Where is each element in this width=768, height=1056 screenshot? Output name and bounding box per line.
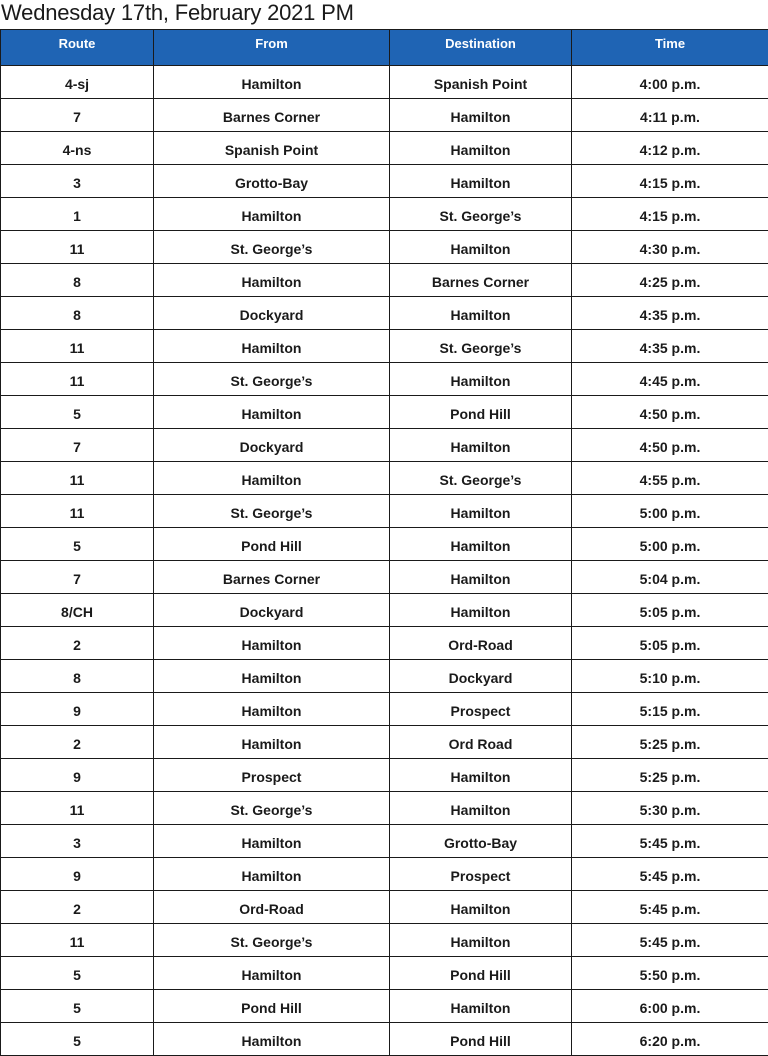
table-row: [1, 396, 768, 429]
route-cell: 8/CH: [1, 594, 154, 627]
header-row: [1, 30, 768, 66]
time-cell: 4:45 p.m.: [572, 363, 768, 396]
destination-cell: Hamilton: [390, 924, 572, 957]
route-cell: 5: [1, 528, 154, 561]
table-row: [1, 693, 768, 726]
table-row: [1, 858, 768, 891]
time-cell: 4:25 p.m.: [572, 264, 768, 297]
route-cell: 2: [1, 627, 154, 660]
destination-cell: St. George’s: [390, 198, 572, 231]
from-cell: Hamilton: [154, 726, 390, 759]
from-cell: Hamilton: [154, 198, 390, 231]
table-row: [1, 297, 768, 330]
from-cell: Hamilton: [154, 396, 390, 429]
route-cell: 8: [1, 264, 154, 297]
table-row: [1, 759, 768, 792]
destination-cell: Hamilton: [390, 759, 572, 792]
from-cell: Dockyard: [154, 297, 390, 330]
time-cell: 4:50 p.m.: [572, 396, 768, 429]
route-cell: 9: [1, 858, 154, 891]
route-cell: 7: [1, 99, 154, 132]
time-cell: 5:45 p.m.: [572, 924, 768, 957]
time-cell: 5:10 p.m.: [572, 660, 768, 693]
from-cell: Hamilton: [154, 1023, 390, 1056]
from-cell: Grotto-Bay: [154, 165, 390, 198]
destination-cell: Hamilton: [390, 132, 572, 165]
time-cell: 4:55 p.m.: [572, 462, 768, 495]
destination-cell: Pond Hill: [390, 957, 572, 990]
table-row: [1, 132, 768, 165]
table-row: [1, 561, 768, 594]
time-cell: 5:00 p.m.: [572, 528, 768, 561]
from-cell: Pond Hill: [154, 990, 390, 1023]
from-cell: Pond Hill: [154, 528, 390, 561]
route-cell: 11: [1, 363, 154, 396]
destination-cell: Hamilton: [390, 99, 572, 132]
page-title: Wednesday 17th, February 2021 PM: [1, 0, 354, 25]
destination-cell: Hamilton: [390, 891, 572, 924]
column-header-route: Route: [1, 30, 154, 66]
table-row: [1, 495, 768, 528]
column-header-time: Time: [572, 30, 768, 66]
destination-cell: Hamilton: [390, 165, 572, 198]
from-cell: Hamilton: [154, 627, 390, 660]
table-row: [1, 231, 768, 264]
time-cell: 4:35 p.m.: [572, 330, 768, 363]
table-row: [1, 726, 768, 759]
from-cell: St. George’s: [154, 792, 390, 825]
from-cell: Hamilton: [154, 66, 390, 99]
from-cell: Dockyard: [154, 429, 390, 462]
from-cell: St. George’s: [154, 495, 390, 528]
destination-cell: Barnes Corner: [390, 264, 572, 297]
destination-cell: St. George’s: [390, 330, 572, 363]
table-row: [1, 627, 768, 660]
destination-cell: Pond Hill: [390, 396, 572, 429]
destination-cell: Grotto-Bay: [390, 825, 572, 858]
table-row: [1, 264, 768, 297]
time-cell: 5:00 p.m.: [572, 495, 768, 528]
table-row: [1, 165, 768, 198]
time-cell: 4:15 p.m.: [572, 198, 768, 231]
time-cell: 4:12 p.m.: [572, 132, 768, 165]
time-cell: 6:20 p.m.: [572, 1023, 768, 1056]
route-cell: 11: [1, 462, 154, 495]
route-cell: 4-ns: [1, 132, 154, 165]
route-cell: 5: [1, 990, 154, 1023]
from-cell: Hamilton: [154, 660, 390, 693]
from-cell: Dockyard: [154, 594, 390, 627]
destination-cell: Hamilton: [390, 297, 572, 330]
from-cell: Ord-Road: [154, 891, 390, 924]
table-body: [1, 66, 768, 1056]
table-row: [1, 99, 768, 132]
destination-cell: Hamilton: [390, 990, 572, 1023]
destination-cell: Hamilton: [390, 561, 572, 594]
table-row: [1, 1023, 768, 1056]
column-header-from: From: [154, 30, 390, 66]
route-cell: 4-sj: [1, 66, 154, 99]
from-cell: Barnes Corner: [154, 99, 390, 132]
route-cell: 11: [1, 330, 154, 363]
table-row: [1, 330, 768, 363]
table-row: [1, 363, 768, 396]
table-row: [1, 825, 768, 858]
destination-cell: Pond Hill: [390, 1023, 572, 1056]
time-cell: 6:00 p.m.: [572, 990, 768, 1023]
route-cell: 9: [1, 759, 154, 792]
from-cell: St. George’s: [154, 924, 390, 957]
route-cell: 7: [1, 561, 154, 594]
route-cell: 5: [1, 957, 154, 990]
from-cell: Hamilton: [154, 825, 390, 858]
time-cell: 5:45 p.m.: [572, 891, 768, 924]
time-cell: 5:25 p.m.: [572, 759, 768, 792]
from-cell: St. George’s: [154, 363, 390, 396]
table-row: [1, 528, 768, 561]
route-cell: 11: [1, 924, 154, 957]
time-cell: 4:35 p.m.: [572, 297, 768, 330]
time-cell: 5:50 p.m.: [572, 957, 768, 990]
table-row: [1, 924, 768, 957]
time-cell: 5:30 p.m.: [572, 792, 768, 825]
destination-cell: Hamilton: [390, 792, 572, 825]
from-cell: Hamilton: [154, 858, 390, 891]
route-cell: 8: [1, 297, 154, 330]
table-header: [1, 30, 768, 66]
column-header-destination: Destination: [390, 30, 572, 66]
table-row: [1, 660, 768, 693]
time-cell: 4:11 p.m.: [572, 99, 768, 132]
table-row: [1, 990, 768, 1023]
route-cell: 9: [1, 693, 154, 726]
table-row: [1, 957, 768, 990]
from-cell: Prospect: [154, 759, 390, 792]
time-cell: 5:05 p.m.: [572, 594, 768, 627]
time-cell: 5:04 p.m.: [572, 561, 768, 594]
destination-cell: Prospect: [390, 858, 572, 891]
route-cell: 2: [1, 891, 154, 924]
route-cell: 11: [1, 792, 154, 825]
time-cell: 4:15 p.m.: [572, 165, 768, 198]
route-cell: 8: [1, 660, 154, 693]
from-cell: Hamilton: [154, 957, 390, 990]
table-row: [1, 66, 768, 99]
from-cell: St. George’s: [154, 231, 390, 264]
destination-cell: St. George’s: [390, 462, 572, 495]
table-row: [1, 594, 768, 627]
time-cell: 4:00 p.m.: [572, 66, 768, 99]
bus-schedule-table: [0, 29, 768, 1056]
destination-cell: Ord-Road: [390, 627, 572, 660]
table-row: [1, 429, 768, 462]
route-cell: 11: [1, 231, 154, 264]
destination-cell: Dockyard: [390, 660, 572, 693]
from-cell: Hamilton: [154, 693, 390, 726]
destination-cell: Hamilton: [390, 495, 572, 528]
route-cell: 7: [1, 429, 154, 462]
destination-cell: Hamilton: [390, 429, 572, 462]
route-cell: 1: [1, 198, 154, 231]
table-row: [1, 198, 768, 231]
time-cell: 5:15 p.m.: [572, 693, 768, 726]
route-cell: 5: [1, 396, 154, 429]
table-row: [1, 891, 768, 924]
time-cell: 4:50 p.m.: [572, 429, 768, 462]
time-cell: 5:45 p.m.: [572, 858, 768, 891]
destination-cell: Hamilton: [390, 594, 572, 627]
time-cell: 5:45 p.m.: [572, 825, 768, 858]
table-row: [1, 792, 768, 825]
route-cell: 2: [1, 726, 154, 759]
from-cell: Hamilton: [154, 330, 390, 363]
time-cell: 5:25 p.m.: [572, 726, 768, 759]
destination-cell: Prospect: [390, 693, 572, 726]
destination-cell: Hamilton: [390, 528, 572, 561]
time-cell: 4:30 p.m.: [572, 231, 768, 264]
destination-cell: Hamilton: [390, 231, 572, 264]
from-cell: Hamilton: [154, 264, 390, 297]
from-cell: Hamilton: [154, 462, 390, 495]
destination-cell: Hamilton: [390, 363, 572, 396]
from-cell: Spanish Point: [154, 132, 390, 165]
route-cell: 3: [1, 165, 154, 198]
from-cell: Barnes Corner: [154, 561, 390, 594]
route-cell: 11: [1, 495, 154, 528]
destination-cell: Ord Road: [390, 726, 572, 759]
time-cell: 5:05 p.m.: [572, 627, 768, 660]
route-cell: 5: [1, 1023, 154, 1056]
route-cell: 3: [1, 825, 154, 858]
destination-cell: Spanish Point: [390, 66, 572, 99]
table-row: [1, 462, 768, 495]
